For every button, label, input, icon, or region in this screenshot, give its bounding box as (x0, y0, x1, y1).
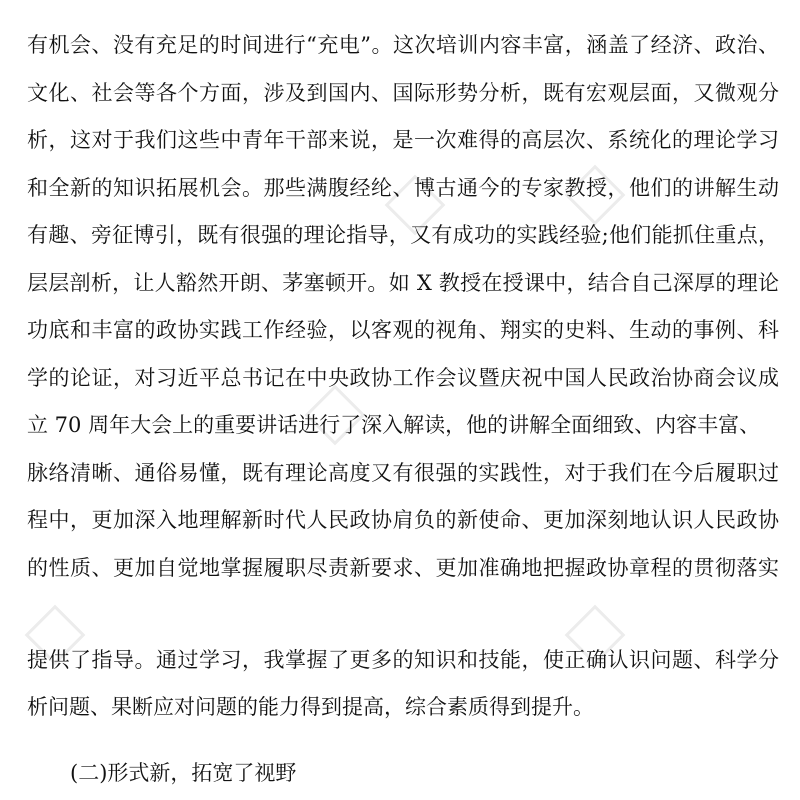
text-line: 的性质、更加自觉地掌握履职尽责新要求、更加准确地把握政协章程的贯彻落实 (27, 556, 779, 580)
text-line: 析问题、果断应对问题的能力得到提高，综合素质得到提升。 (27, 695, 594, 719)
text-line: 功底和丰富的政协实践工作经验，以客观的视角、翔实的史料、生动的事例、科 (27, 318, 779, 342)
text-line: 析，这对于我们这些中青年干部来说，是一次难得的高层次、系统化的理论学习 (27, 128, 779, 152)
text-line: 脉络清晰、通俗易懂，既有理论高度又有很强的实践性，对于我们在今后履职过 (27, 461, 779, 485)
section-heading: (二)形式新，拓宽了视野 (70, 761, 297, 785)
text-line: 学的论证，对习近平总书记在中央政协工作会议暨庆祝中国人民政治协商会议成 (27, 366, 779, 390)
text-line: 和全新的知识拓展机会。那些满腹经纶、博古通今的专家教授，他们的讲解生动 (27, 176, 779, 200)
text-line: 有机会、没有充足的时间进行“充电”。这次培训内容丰富，涵盖了经济、政治、 (27, 33, 779, 57)
text-line: 立 70 周年大会上的重要讲话进行了深入解读，他的讲解全面细致、内容丰富、 (27, 413, 761, 437)
text-line: 有趣、旁征博引，既有很强的理论指导，又有成功的实践经验;他们能抓住重点， (27, 223, 779, 247)
text-line: 程中，更加深入地理解新时代人民政协肩负的新使命、更加深刻地认识人民政协 (27, 508, 779, 532)
text-line: 层层剖析，让人豁然开朗、茅塞顿开。如 X 教授在授课中，结合自己深厚的理论 (27, 271, 779, 295)
text-line: 提供了指导。通过学习，我掌握了更多的知识和技能，使正确认识问题、科学分 (27, 648, 779, 672)
text-line: 文化、社会等各个方面，涉及到国内、国际形势分析，既有宏观层面，又微观分 (27, 81, 779, 105)
